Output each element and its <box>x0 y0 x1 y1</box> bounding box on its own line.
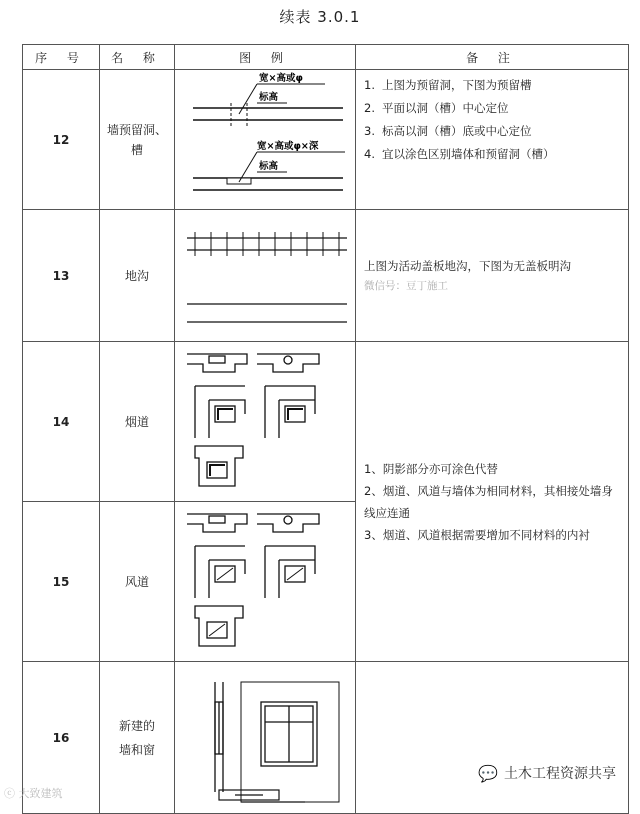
row-remark-empty <box>356 662 629 814</box>
note-item: 4. 宜以涂色区别墙体和预留洞（槽） <box>364 147 555 161</box>
shared-note: 2、烟道、风道与墙体为相同材料，其相接处墙身线应连通 <box>364 483 613 520</box>
figure-trench <box>175 210 356 342</box>
row-number: 14 <box>23 342 100 502</box>
row-name: 烟道 <box>100 342 175 502</box>
row-name: 地沟 <box>100 210 175 342</box>
source-watermark: ⓒ 大致建筑 <box>4 787 63 800</box>
row-number: 13 <box>23 210 100 342</box>
figure-air-duct <box>175 502 356 662</box>
header-row <box>23 45 629 70</box>
legend-table <box>22 44 629 814</box>
row-name: 新建的墙和窗 <box>100 662 175 814</box>
row-name: 墙预留洞、槽 <box>100 70 175 210</box>
figure-new-wall-window <box>175 662 356 814</box>
shared-note: 3、烟道、风道根据需要增加不同材料的内衬 <box>364 527 590 542</box>
label-size: 宽×高或φ <box>259 73 303 84</box>
row-number: 16 <box>23 662 100 814</box>
row-remark: 上图为活动盖板地沟，下图为无盖板明沟 微信号：豆丁施工 <box>356 210 629 342</box>
header-remark: 备 注 <box>356 45 629 70</box>
table-row <box>23 70 629 210</box>
inline-watermark: 微信号：豆丁施工 <box>364 279 448 292</box>
label-size-depth: 宽×高或φ×深 <box>257 141 319 152</box>
table-row <box>23 210 629 342</box>
row-notes <box>356 70 629 210</box>
chat-icon: 💬 <box>478 763 498 783</box>
header-no: 序 号 <box>23 45 100 70</box>
table-title: 续表 3.0.1 <box>279 8 361 26</box>
shared-note: 1、阴影部分亦可涂色代替 <box>364 461 498 476</box>
note-item: 1. 上图为预留洞，下图为预留槽 <box>364 78 532 92</box>
shared-notes <box>356 342 629 662</box>
row-number: 15 <box>23 502 100 662</box>
label-elev-2: 标高 <box>259 161 279 172</box>
table-row <box>23 342 629 502</box>
note-item: 3. 标高以洞（槽）底或中心定位 <box>364 124 532 138</box>
figure-flue <box>175 342 356 502</box>
figure-wall-opening <box>175 70 356 210</box>
table-row <box>23 662 629 814</box>
header-name: 名 称 <box>100 45 175 70</box>
header-figure: 图 例 <box>175 45 356 70</box>
row-number: 12 <box>23 70 100 210</box>
account-watermark: 💬 土木工程资源共享 <box>478 763 616 783</box>
note-item: 2. 平面以洞（槽）中心定位 <box>364 101 509 115</box>
label-elev: 标高 <box>259 92 279 103</box>
row-name: 风道 <box>100 502 175 662</box>
